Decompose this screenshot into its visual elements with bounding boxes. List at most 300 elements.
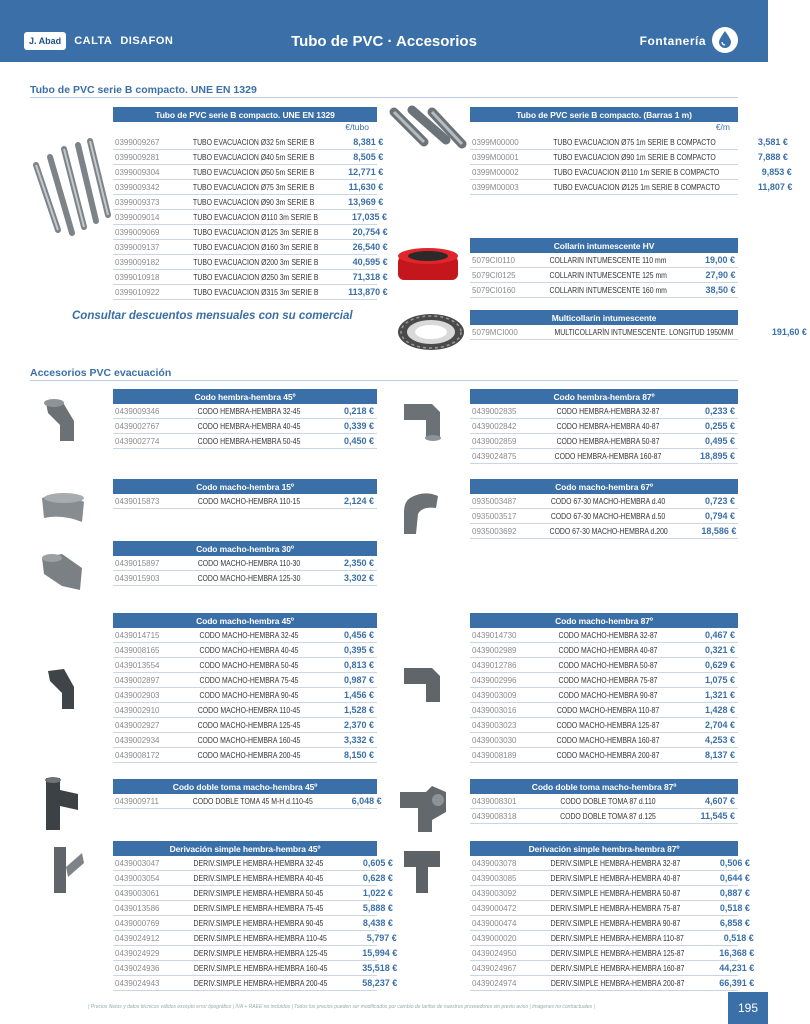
jabad-logo: J. Abad (24, 32, 66, 50)
product-description: CODO MACHO-HEMBRA 90-45 (199, 690, 299, 700)
price-table (113, 107, 388, 300)
product-code: 0439002910 (115, 705, 160, 715)
product-price: 1,075 € (704, 675, 735, 685)
table-row (113, 673, 377, 688)
product-description: DERIV.SIMPLE HEMBRA-HEMBRA 90-45 (193, 918, 324, 928)
product-description: TUBO EVACUACION Ø125 3m SERIE B (193, 227, 319, 237)
discount-note: Consultar descuentos mensuales con su comercial (72, 310, 353, 322)
price-table (113, 541, 377, 586)
table-row (113, 135, 384, 150)
product-description: CODO HEMBRA-HEMBRA 40-87 (556, 421, 660, 431)
table-row (113, 916, 393, 931)
section-divider (30, 97, 738, 98)
product-code: 0439009346 (115, 406, 160, 416)
table-row (113, 748, 377, 763)
product-price: 0,518 € (719, 903, 750, 913)
product-code: 0439002842 (472, 421, 517, 431)
price-table (470, 479, 738, 539)
product-description: CODO MACHO-HEMBRA 90-87 (558, 690, 658, 700)
table-row (470, 283, 738, 298)
product-price: 2,704 € (704, 720, 735, 730)
price-table (113, 841, 398, 991)
table-row (470, 946, 755, 961)
product-price: 66,391 € (719, 978, 755, 988)
price-table (470, 310, 807, 340)
product-description: CODO HEMBRA-HEMBRA 40-45 (197, 421, 301, 431)
product-description: CODO MACHO-HEMBRA 110-45 (197, 705, 301, 715)
product-description: DERIV.SIMPLE HEMBRA-HEMBRA 125-45 (193, 948, 328, 958)
table-title: Codo macho-hembra 30º (113, 541, 377, 556)
calta-logo: CALTA (74, 35, 113, 47)
product-code: 0439008301 (472, 796, 517, 806)
product-description: CODO MACHO-HEMBRA 110-30 (197, 558, 301, 568)
price-table (113, 779, 382, 809)
table-row (113, 856, 393, 871)
product-description: CODO MACHO-HEMBRA 125-45 (197, 720, 301, 730)
table-row (113, 571, 377, 586)
table-row (113, 494, 377, 509)
product-price: 0,518 € (723, 933, 754, 943)
product-description: TUBO EVACUACION Ø250 3m SERIE B (193, 272, 319, 282)
table-row (113, 976, 398, 991)
product-price: 4,253 € (704, 735, 735, 745)
section-title-tubes: Tubo de PVC serie B compacto. UNE EN 1329 (30, 84, 257, 96)
footer-disclaimer: | Precios Netos y datos técnicos válidos excepto error tipográfico | IVA + RAEE no incluidos | Todos los precios pueden ser modificados por cambio de tarifas de nuestros proveedores sin previo aviso | Imágenes no contractuales | (88, 1004, 595, 1010)
table-row (470, 165, 792, 180)
product-description: DERIV.SIMPLE HEMBRA-HEMBRA 110-45 (193, 933, 327, 943)
price-table (470, 841, 755, 991)
table-row (470, 673, 738, 688)
product-description: CODO DOBLE TOMA 87 d.110 (560, 796, 656, 806)
product-description: COLLARIN INTUMESCENTE 110 mm (549, 255, 667, 265)
table-title: Codo doble toma macho-hembra 45º (113, 779, 377, 794)
product-code: 0439003047 (115, 858, 160, 868)
product-description: DERIV.SIMPLE HEMBRA-HEMBRA 90-87 (550, 918, 681, 928)
table-row (470, 901, 750, 916)
elbow-87-female-image (400, 398, 448, 442)
product-price: 16,368 € (719, 948, 755, 958)
product-price: 8,137 € (704, 750, 735, 760)
product-price: 3,332 € (343, 735, 374, 745)
product-description: CODO 67-30 MACHO-HEMBRA d.40 (550, 496, 666, 506)
product-code: 0439009711 (115, 796, 159, 806)
product-price: 0,629 € (704, 660, 735, 670)
table-row (470, 643, 738, 658)
product-code: 0439003061 (115, 888, 160, 898)
product-price: 0,987 € (343, 675, 374, 685)
section-name: Fontanería (639, 34, 706, 48)
product-description: DERIV.SIMPLE HEMBRA-HEMBRA 40-87 (550, 873, 681, 883)
product-price: 191,60 € (771, 327, 807, 337)
product-price: 17,035 € (352, 212, 388, 222)
product-code: 0399009342 (115, 182, 160, 192)
product-price: 35,518 € (362, 963, 398, 973)
product-code: 0439000474 (472, 918, 517, 928)
product-code: 0439024943 (115, 978, 160, 988)
product-price: 0,506 € (719, 858, 750, 868)
product-code: 5079CI0125 (472, 270, 516, 280)
price-table (113, 479, 377, 509)
product-description: TUBO EVACUACION Ø75 3m SERIE B (192, 182, 315, 192)
price-table (113, 389, 377, 449)
table-title: Derivación simple hembra-hembra 45º (113, 841, 377, 856)
product-description: CODO MACHO-HEMBRA 110-15 (197, 496, 301, 506)
table-row (113, 688, 377, 703)
product-code: 0439024974 (472, 978, 517, 988)
product-description: MULTICOLLARÍN INTUMESCENTE. LONGITUD 1950MM (554, 327, 734, 337)
product-description: CODO MACHO-HEMBRA 200-87 (556, 750, 660, 760)
product-code: 0935003692 (472, 526, 517, 536)
table-row (113, 180, 384, 195)
table-row (470, 703, 738, 718)
product-code: 0935003487 (472, 496, 517, 506)
product-description: TUBO EVACUACION Ø75 1m SERIE B COMPACTO (553, 137, 716, 147)
table-row (113, 556, 377, 571)
product-description: TUBO EVACUACION Ø90 1m SERIE B COMPACTO (553, 152, 716, 162)
product-code: 0439008318 (472, 811, 517, 821)
table-row (113, 255, 388, 270)
product-code: 0439002897 (115, 675, 160, 685)
product-price: 15,994 € (362, 948, 398, 958)
product-price: 8,381 € (353, 137, 384, 147)
table-row (470, 871, 750, 886)
product-price: 6,048 € (351, 796, 382, 806)
table-row (470, 419, 738, 434)
table-row (470, 509, 738, 524)
table-row (470, 976, 755, 991)
product-code: 0439015897 (115, 558, 160, 568)
product-description: TUBO EVACUACION Ø32 5m SERIE B (192, 137, 315, 147)
product-code: 0439024912 (115, 933, 160, 943)
product-code: 0439003092 (472, 888, 517, 898)
product-price: 0,723 € (704, 496, 735, 506)
product-description: CODO DOBLE TOMA 87 d.125 (560, 811, 656, 821)
product-code: 0439003016 (472, 705, 517, 715)
product-code: 0399009014 (115, 212, 160, 222)
section-divider (30, 380, 738, 381)
product-description: CODO HEMBRA-HEMBRA 50-87 (556, 436, 660, 446)
product-price: 5,797 € (366, 933, 397, 943)
product-description: DERIV.SIMPLE HEMBRA-HEMBRA 32-45 (193, 858, 324, 868)
multicollar-roll-image (395, 310, 470, 358)
product-code: 0439014715 (115, 630, 160, 640)
product-description: TUBO EVACUACION Ø40 5m SERIE B (192, 152, 315, 162)
product-description: CODO MACHO-HEMBRA 125-87 (556, 720, 660, 730)
product-description: CODO HEMBRA-HEMBRA 160-87 (554, 451, 662, 461)
table-row (113, 240, 388, 255)
product-code: 0439003085 (472, 873, 517, 883)
product-code: 0399M00000 (472, 137, 519, 147)
intumescent-collar-image (394, 242, 466, 290)
table-row (113, 886, 393, 901)
product-description: CODO HEMBRA-HEMBRA 32-45 (197, 406, 301, 416)
product-description: TUBO EVACUACION Ø315 3m SERIE B (193, 287, 319, 297)
product-price: 6,858 € (719, 918, 750, 928)
table-row (113, 434, 377, 449)
product-price: 0,321 € (704, 645, 735, 655)
product-description: CODO 67-30 MACHO-HEMBRA d.50 (550, 511, 666, 521)
product-code: 0439024875 (472, 451, 517, 461)
product-description: COLLARIN INTUMESCENTE 160 mm (549, 285, 667, 295)
product-description: TUBO EVACUACION Ø90 3m SERIE B (192, 197, 315, 207)
price-table (470, 107, 793, 195)
product-description: CODO MACHO-HEMBRA 40-87 (558, 645, 658, 655)
product-description: TUBO EVACUACION Ø200 3m SERIE B (193, 257, 319, 267)
product-code: 0399M00003 (472, 182, 519, 192)
product-price: 113,870 € (348, 287, 388, 297)
product-code: 0399009281 (115, 152, 160, 162)
table-title: Codo macho-hembra 45º (113, 613, 377, 628)
product-code: 0439003054 (115, 873, 160, 883)
table-row (470, 404, 738, 419)
table-row (113, 871, 393, 886)
product-code: 0439000472 (472, 903, 517, 913)
product-description: DERIV.SIMPLE HEMBRA-HEMBRA 125-87 (550, 948, 685, 958)
product-code: 0439002989 (472, 645, 517, 655)
double-elbow-87-image (398, 782, 450, 834)
product-price: 1,022 € (362, 888, 393, 898)
product-price: 38,50 € (705, 285, 736, 295)
table-row (113, 703, 377, 718)
product-price: 0,339 € (343, 421, 374, 431)
product-code: 0439008189 (472, 750, 517, 760)
product-description: DERIV.SIMPLE HEMBRA-HEMBRA 40-45 (193, 873, 324, 883)
table-row (113, 718, 377, 733)
product-code: 0439015903 (115, 573, 160, 583)
product-price: 18,586 € (701, 526, 737, 536)
product-code: 0399M00002 (472, 167, 519, 177)
product-code: 0439002859 (472, 436, 517, 446)
product-code: 0439002774 (115, 436, 160, 446)
product-code: 0439012786 (472, 660, 517, 670)
table-row (470, 856, 750, 871)
table-row (470, 449, 738, 464)
table-row (113, 150, 384, 165)
product-price: 1,456 € (343, 690, 374, 700)
product-price: 18,895 € (699, 451, 735, 461)
product-price: 1,321 € (704, 690, 735, 700)
table-row (113, 643, 377, 658)
product-price: 0,644 € (719, 873, 750, 883)
table-row (113, 225, 388, 240)
price-table (113, 613, 377, 763)
table-row (113, 270, 388, 285)
elbow-67-male-female-image (400, 486, 442, 536)
table-row (113, 794, 382, 809)
product-description: CODO MACHO-HEMBRA 110-87 (556, 705, 660, 715)
table-title: Multicollarín intumescente (470, 310, 738, 325)
product-price: 0,450 € (343, 436, 374, 446)
branch-87-female-image (400, 845, 444, 897)
product-code: 0399009304 (115, 167, 160, 177)
table-row (470, 931, 754, 946)
product-code: 0439002927 (115, 720, 160, 730)
product-code: 0439002767 (115, 421, 160, 431)
table-row (113, 285, 388, 300)
product-price: 20,754 € (352, 227, 388, 237)
product-price: 9,853 € (761, 167, 792, 177)
product-code: 0439000769 (115, 918, 160, 928)
product-code: 0439003009 (472, 690, 517, 700)
product-description: DERIV.SIMPLE HEMBRA-HEMBRA 160-87 (550, 963, 685, 973)
table-row (470, 150, 788, 165)
table-row (113, 419, 377, 434)
product-price: 13,969 € (348, 197, 384, 207)
product-description: DERIV.SIMPLE HEMBRA-HEMBRA 200-87 (550, 978, 685, 988)
table-title: Codo hembra-hembra 87º (470, 389, 738, 404)
product-price: 27,90 € (705, 270, 736, 280)
table-row (113, 961, 398, 976)
product-description: CODO MACHO-HEMBRA 32-87 (558, 630, 658, 640)
product-price: 5,888 € (362, 903, 393, 913)
product-price: 26,540 € (352, 242, 388, 252)
product-code: 0399010922 (115, 287, 160, 297)
page-title: Tubo de PVC · Accesorios (291, 33, 477, 50)
product-description: CODO MACHO-HEMBRA 75-87 (558, 675, 658, 685)
product-price: 0,467 € (704, 630, 735, 640)
product-description: DERIV.SIMPLE HEMBRA-HEMBRA 50-45 (193, 888, 324, 898)
table-title: Codo doble toma macho-hembra 87º (470, 779, 738, 794)
table-row (113, 946, 398, 961)
branch-45-female-image (40, 845, 86, 897)
product-description: CODO MACHO-HEMBRA 40-45 (199, 645, 299, 655)
product-price: 0,233 € (704, 406, 735, 416)
disafon-logo: DISAFON (120, 35, 174, 47)
product-code: 0439003023 (472, 720, 517, 730)
table-title: Derivación simple hembra-hembra 87º (470, 841, 738, 856)
product-code: 0399009267 (115, 137, 160, 147)
product-price: 0,813 € (343, 660, 374, 670)
table-row (470, 434, 738, 449)
product-description: CODO MACHO-HEMBRA 200-45 (197, 750, 301, 760)
product-price: 0,255 € (704, 421, 735, 431)
product-code: 0439024929 (115, 948, 160, 958)
product-price: 7,888 € (757, 152, 788, 162)
product-code: 0439003078 (472, 858, 517, 868)
table-row (113, 404, 377, 419)
product-price: 2,124 € (343, 496, 374, 506)
product-price: 8,150 € (343, 750, 374, 760)
product-code: 0439008172 (115, 750, 160, 760)
product-price: 0,605 € (362, 858, 393, 868)
table-title: Codo macho-hembra 15º (113, 479, 377, 494)
product-price: 0,794 € (704, 511, 735, 521)
table-row (470, 628, 738, 643)
table-row (470, 494, 738, 509)
product-code: 0439024967 (472, 963, 517, 973)
table-row (470, 961, 755, 976)
product-code: 0439014730 (472, 630, 517, 640)
elbow-87-male-female-image (400, 662, 448, 706)
table-row (113, 195, 384, 210)
table-row (113, 901, 393, 916)
product-price: 12,771 € (348, 167, 384, 177)
product-code: 0439024936 (115, 963, 160, 973)
table-title: Tubo de PVC serie B compacto. (Barras 1 m) (470, 107, 738, 122)
product-price: 1,428 € (704, 705, 735, 715)
product-price: 71,318 € (352, 272, 388, 282)
product-code: 0935003517 (472, 511, 517, 521)
product-price: 58,237 € (362, 978, 398, 988)
pvc-pipe-bars-image (388, 104, 468, 152)
product-price: 19,00 € (704, 255, 735, 265)
section-title-accessories: Accesorios PVC evacuación (30, 367, 172, 379)
table-row (470, 886, 750, 901)
product-code: 0439002934 (115, 735, 160, 745)
table-row (470, 180, 793, 195)
product-price: 3,581 € (757, 137, 788, 147)
product-description: CODO MACHO-HEMBRA 125-30 (197, 573, 301, 583)
price-unit: €/tubo (345, 122, 369, 132)
product-price: 44,231 € (719, 963, 755, 973)
product-price: 1,528 € (343, 705, 374, 715)
product-code: 0439002903 (115, 690, 160, 700)
product-code: 0399M00001 (472, 152, 519, 162)
product-code: 0439013554 (115, 660, 160, 670)
price-table (470, 779, 738, 824)
product-price: 2,350 € (343, 558, 374, 568)
product-price: 2,370 € (343, 720, 374, 730)
product-description: DERIV.SIMPLE HEMBRA-HEMBRA 160-45 (193, 963, 328, 973)
product-code: 0439015873 (115, 496, 160, 506)
product-description: CODO MACHO-HEMBRA 32-45 (199, 630, 299, 640)
table-row (470, 748, 738, 763)
table-title: Codo hembra-hembra 45º (113, 389, 377, 404)
price-table (470, 613, 738, 763)
product-price: 4,607 € (704, 796, 735, 806)
product-description: TUBO EVACUACION Ø160 3m SERIE B (193, 242, 319, 252)
water-drop-icon (712, 27, 738, 53)
product-price: 0,395 € (343, 645, 374, 655)
product-code: 0399009182 (115, 257, 160, 267)
product-code: 0399010918 (115, 272, 160, 282)
product-code: 0439003030 (472, 735, 517, 745)
table-row (470, 658, 738, 673)
table-row (470, 325, 807, 340)
product-description: TUBO EVACUACION Ø50 5m SERIE B (192, 167, 315, 177)
product-description: COLLARIN INTUMESCENTE 125 mm (549, 270, 667, 280)
elbow-15-male-female-image (40, 488, 88, 526)
product-description: TUBO EVACUACION Ø110 3m SERIE B (193, 212, 318, 222)
table-row (113, 658, 377, 673)
product-price: 0,628 € (362, 873, 393, 883)
product-description: CODO DOBLE TOMA 45 M-H d.110-45 (192, 796, 313, 806)
product-price: 0,218 € (343, 406, 374, 416)
product-description: TUBO EVACUACION Ø125 1m SERIE B COMPACTO (553, 182, 720, 192)
product-price: 0,456 € (343, 630, 374, 640)
product-description: DERIV.SIMPLE HEMBRA-HEMBRA 200-45 (193, 978, 328, 988)
product-code: 0439002996 (472, 675, 517, 685)
product-code: 5079MCI000 (472, 327, 518, 337)
product-price: 11,630 € (348, 182, 384, 192)
page-number: 195 (728, 992, 768, 1024)
product-description: CODO MACHO-HEMBRA 50-87 (558, 660, 658, 670)
product-code: 0439013586 (115, 903, 160, 913)
table-row (113, 733, 377, 748)
table-row (113, 165, 384, 180)
product-description: CODO MACHO-HEMBRA 160-45 (197, 735, 301, 745)
product-price: 3,302 € (343, 573, 374, 583)
page-header (0, 0, 768, 62)
product-description: DERIV.SIMPLE HEMBRA-HEMBRA 50-87 (550, 888, 681, 898)
product-description: DERIV.SIMPLE HEMBRA-HEMBRA 75-45 (193, 903, 324, 913)
product-code: 5079CI0110 (472, 255, 515, 265)
product-code: 0439002835 (472, 406, 517, 416)
product-code: 0439024950 (472, 948, 517, 958)
table-title: Collarín intumescente HV (470, 238, 738, 253)
table-row (470, 253, 738, 268)
product-description: DERIV.SIMPLE HEMBRA-HEMBRA 110-87 (550, 933, 684, 943)
